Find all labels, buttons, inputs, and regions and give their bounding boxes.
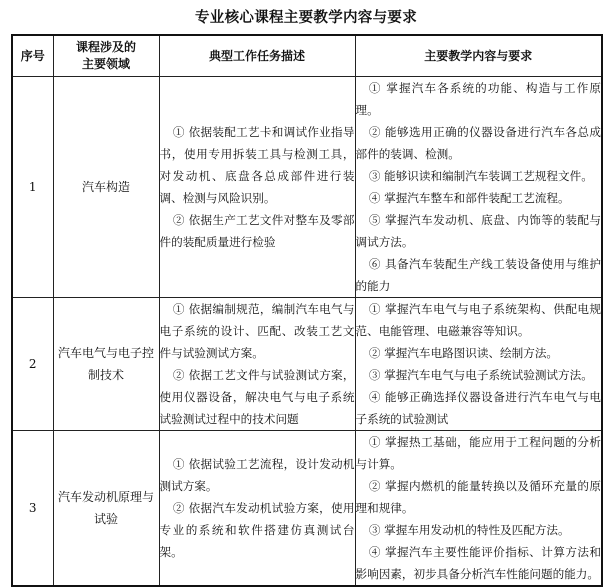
task-item: ② 依据生产工艺文件对整车及零部件的装配质量进行检验 <box>159 213 355 249</box>
header-task: 典型工作任务描述 <box>159 35 355 77</box>
content-item: ② 掌握内燃机的能量转换以及循环充量的原理和规律。 <box>355 479 601 515</box>
content-item: ④ 掌握汽车整车和部件装配工艺流程。 <box>368 191 570 205</box>
header-area-line1: 课程涉及的 <box>75 40 136 54</box>
row-contents <box>355 298 602 431</box>
content-item: ③ 掌握车用发动机的特性及匹配方法。 <box>368 523 570 537</box>
table-title: 专业核心课程主要教学内容与要求 <box>195 10 417 26</box>
row-area: 汽车发动机原理与试验 <box>53 431 159 587</box>
content-item: ③ 掌握汽车电气与电子系统试验测试方法。 <box>368 368 593 382</box>
content-item: ⑥ 具备汽车装配生产线工装设备使用与维护的能力 <box>355 257 601 293</box>
table-row <box>12 298 602 431</box>
row-area: 汽车电气与电子控制技术 <box>53 298 159 431</box>
content-item: ② 能够选用正确的仪器设备进行汽车各总成部件的装调、检测。 <box>355 125 601 161</box>
content-item: ① 掌握汽车各系统的功能、构造与工作原理。 <box>355 81 601 117</box>
task-item: ① 依据试验工艺流程，设计发动机测试方案。 <box>159 457 355 493</box>
task-item: ② 依据汽车发动机试验方案，使用专业的系统和软件搭建仿真测试台架。 <box>159 501 355 559</box>
header-area <box>53 35 159 77</box>
task-item: ① 依据装配工艺卡和调试作业指导书，使用专用拆装工具与检测工具，对发动机、底盘各总成部件进行装调、检测与风险识别。 <box>159 125 355 205</box>
task-item: ② 依据工艺文件与试验测试方案，使用仪器设备，解决电气与电子系统试验测试过程中的技术问题 <box>159 368 355 426</box>
content-item: ④ 掌握汽车主要性能评价指标、计算方法和影响因素，初步具备分析汽车性能问题的能力。 <box>355 545 601 581</box>
row-tasks <box>159 298 355 431</box>
table-row <box>12 431 602 587</box>
table-header-row <box>12 35 602 77</box>
task-item: ① 依据编制规范，编制汽车电气与电子系统的设计、匹配、改装工艺文件与试验测试方案。 <box>159 302 355 360</box>
header-no: 序号 <box>12 35 53 77</box>
content-item: ③ 能够识读和编制汽车装调工艺规程文件。 <box>368 169 593 183</box>
header-area-line2: 主要领域 <box>81 57 130 71</box>
row-contents <box>355 77 602 298</box>
row-number: 2 <box>12 298 53 431</box>
row-number: 3 <box>12 431 53 587</box>
row-area: 汽车构造 <box>53 77 159 298</box>
content-item: ① 掌握热工基础，能应用于工程问题的分析与计算。 <box>355 435 601 471</box>
row-tasks <box>159 431 355 587</box>
course-content-table <box>11 34 603 587</box>
header-content: 主要教学内容与要求 <box>355 35 602 77</box>
table-row <box>12 77 602 298</box>
content-item: ④ 能够正确选择仪器设备进行汽车电气与电子系统的试验测试 <box>355 390 601 426</box>
content-item: ⑤ 掌握汽车发动机、底盘、内饰等的装配与调试方法。 <box>355 213 601 249</box>
content-item: ① 掌握汽车电气与电子系统架构、供配电规范、电能管理、电磁兼容等知识。 <box>355 302 601 338</box>
row-tasks <box>159 77 355 298</box>
row-number: 1 <box>12 77 53 298</box>
row-contents <box>355 431 602 587</box>
content-item: ② 掌握汽车电路图识读、绘制方法。 <box>368 346 559 360</box>
